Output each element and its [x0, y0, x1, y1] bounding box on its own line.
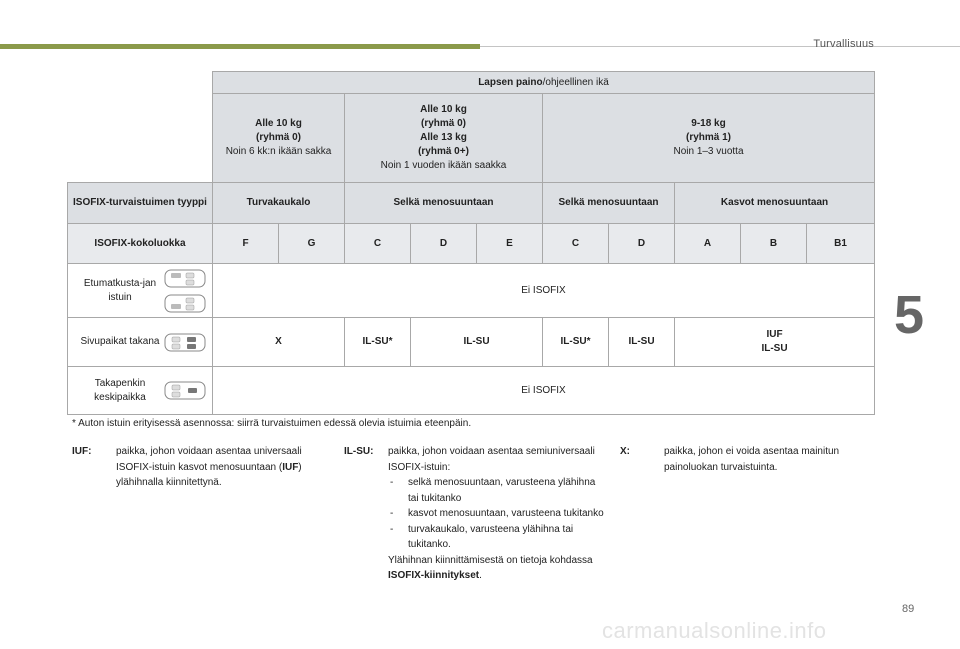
- car-seat-position-icon: [164, 268, 206, 289]
- list-item: - kasvot menosuuntaan, varusteena tukitanko: [388, 506, 604, 522]
- isofix-table: [67, 71, 875, 415]
- legend-text: paikka, johon voidaan asentaa semiuniversaali ISOFIX-istuin: - selkä menosuuntaan, varusteena ylähihna tai tukitanko - kasvot menosuuntaan, varusteena tukitanko - turvakaukalo, varusteena ylähihna tai tukitanko. Ylähihnan kiinnittämisestä on tietoja kohdassa ISOFIX-kiinnitykset.: [388, 444, 604, 584]
- size-class: B: [741, 224, 807, 264]
- size-class: F: [213, 224, 279, 264]
- list-item: - turvakaukalo, varusteena ylähihna tai tukitanko.: [388, 522, 604, 553]
- size-class: E: [477, 224, 543, 264]
- side-seat-value: IL-SU*: [345, 318, 411, 367]
- type-carrycot: Turvakaukalo: [213, 183, 345, 224]
- watermark: carmanualsonline.info: [602, 618, 827, 643]
- size-class: C: [543, 224, 609, 264]
- list-item: - selkä menosuuntaan, varusteena ylähihna tai tukitanko: [388, 475, 604, 506]
- legend-text: paikka, johon voidaan asentaa universaali ISOFIX-istuin kasvot menosuuntaan (IUF) ylähihnalla kiinnitettynä.: [116, 446, 302, 488]
- chapter-number: 5: [894, 285, 925, 345]
- side-seat-value: IL-SU*: [543, 318, 609, 367]
- size-class-label: ISOFIX-kokoluokka: [68, 224, 213, 264]
- legend-key: X:: [620, 446, 630, 457]
- header-rule: [480, 46, 960, 47]
- table-footnote: * Auton istuin erityisessä asennossa: siirrä turvaistuimen edessä olevia istuimia eteenpäin.: [72, 418, 472, 429]
- crossref-link: ISOFIX-kiinnitykset: [388, 570, 480, 581]
- car-seat-position-icon: [164, 380, 206, 401]
- side-seat-value: IL-SU: [609, 318, 675, 367]
- type-rear-facing: Selkä menosuuntaan: [345, 183, 543, 224]
- legend-iuf: [72, 444, 312, 491]
- legend-il-su: [344, 444, 604, 584]
- legend-text: paikka, johon ei voida asentaa mainitun painoluokan turvaistuinta.: [664, 446, 840, 473]
- row-front-passenger: [68, 264, 213, 318]
- row-label: Etumatkusta-jan istuin: [83, 277, 157, 303]
- side-seat-value-forward: IUF IL-SU: [675, 318, 875, 367]
- car-seat-position-icon: [164, 332, 206, 353]
- legend-key: IUF:: [72, 446, 92, 457]
- size-class: D: [411, 224, 477, 264]
- legend-x: [620, 444, 850, 475]
- legend-list: [388, 475, 604, 553]
- side-seat-value: X: [213, 318, 345, 367]
- row-rear-side: [68, 318, 213, 367]
- size-class: C: [345, 224, 411, 264]
- size-class: G: [279, 224, 345, 264]
- front-isofix-value: Ei ISOFIX: [213, 264, 875, 318]
- row-label: Takapenkin keskipaikka: [94, 377, 146, 403]
- accent-bar: [0, 44, 480, 49]
- weight-group-1: Alle 10 kg (ryhmä 0) Noin 6 kk:n ikään sakka: [213, 94, 345, 183]
- section-title: Turvallisuus: [813, 38, 874, 50]
- car-seat-position-icon: [164, 293, 206, 314]
- center-isofix-value: Ei ISOFIX: [213, 367, 875, 415]
- weight-group-2: Alle 10 kg (ryhmä 0) Alle 13 kg (ryhmä 0+) Noin 1 vuoden ikään saakka: [345, 94, 543, 183]
- weight-header: Lapsen paino/ohjeellinen ikä: [213, 72, 875, 94]
- legend-key: IL-SU:: [344, 446, 374, 457]
- side-seat-value: IL-SU: [411, 318, 543, 367]
- weight-group-3: 9-18 kg (ryhmä 1) Noin 1–3 vuotta: [543, 94, 875, 183]
- type-rear-facing-2: Selkä menosuuntaan: [543, 183, 675, 224]
- row-label: Sivupaikat takana: [80, 336, 160, 347]
- page-number: 89: [902, 603, 915, 615]
- row-rear-center: [68, 367, 213, 415]
- seat-type-label: ISOFIX-turvaistuimen tyyppi: [68, 183, 213, 224]
- size-class: D: [609, 224, 675, 264]
- size-class: B1: [807, 224, 875, 264]
- size-class: A: [675, 224, 741, 264]
- type-forward-facing: Kasvot menosuuntaan: [675, 183, 875, 224]
